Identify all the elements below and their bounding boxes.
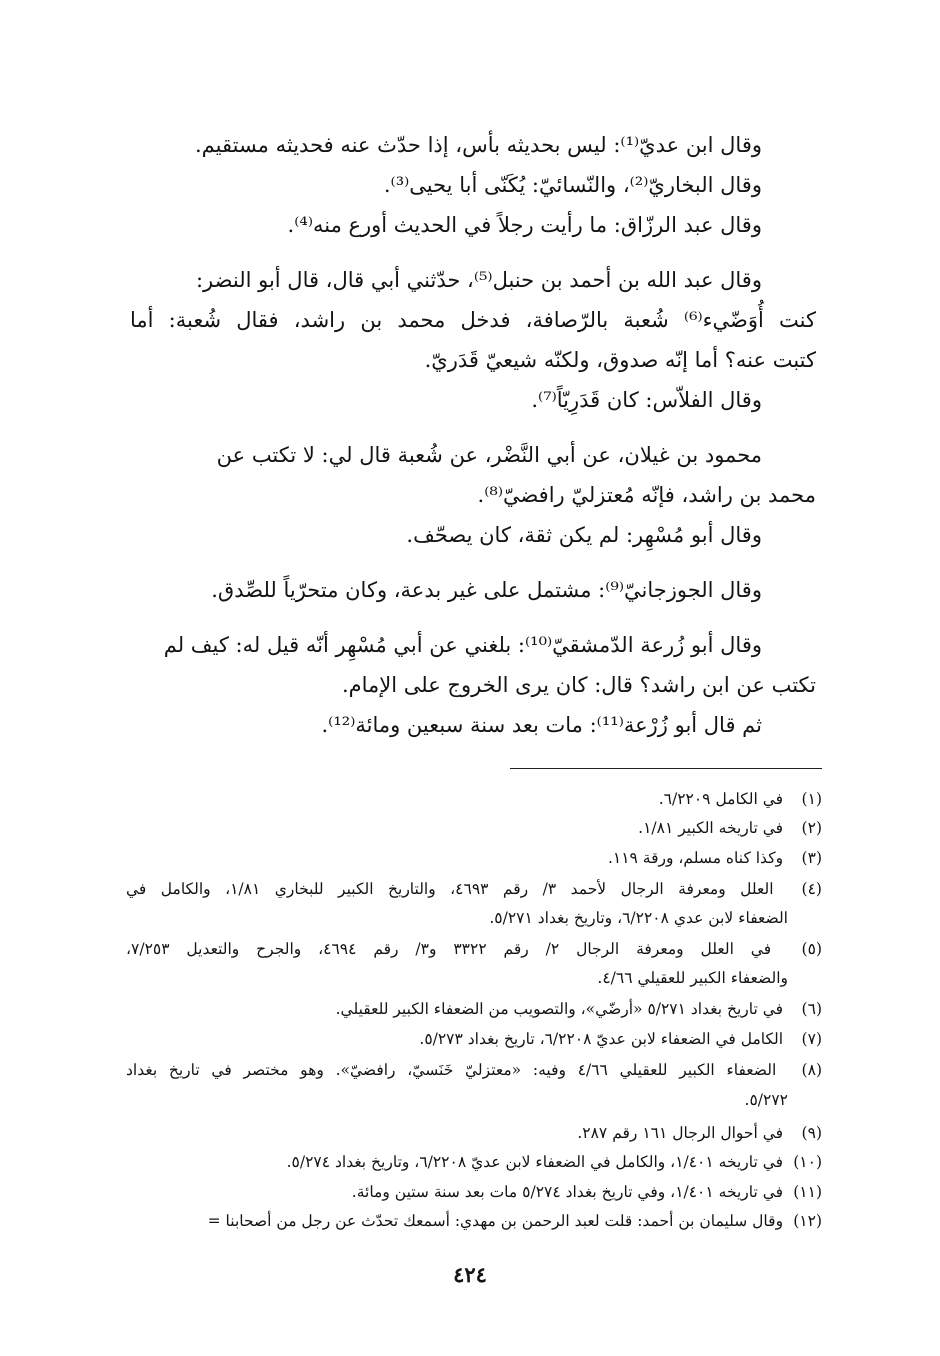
footnote-text: الكامل في الضعفاء لابن عديّ ٦/٢٢٠٨، تاريخ بغداد ٥/٢٧٣.: [419, 1030, 784, 1048]
footnote-text: في الكامل ٦/٢٢٠٩.: [658, 790, 784, 808]
footnote: [126, 1026, 822, 1052]
footnote-text: في تاريخه الكبير ١/٨١.: [638, 819, 784, 837]
footnote-text: في تاريخ بغداد ٥/٢٧١ «أرضّي»، والتصويب من الضعفاء الكبير للعقيلي.: [335, 1000, 784, 1018]
footnote-number: (٩): [801, 1124, 822, 1142]
footnote-number: (١١): [793, 1183, 822, 1201]
footnote-number: (١): [801, 790, 822, 808]
footnote-number: (١٢): [793, 1212, 822, 1230]
body-line: وقال عبد الرزّاق: ما رأيت رجلاً في الحديث أورع منه⁽⁴⁾.: [287, 213, 762, 237]
body-line: وقال الجوزجانيّ⁽⁹⁾: مشتمل على غير بدعة، وكان متحرّياً للصِّدق.: [211, 578, 762, 602]
footnote: [126, 1208, 822, 1234]
footnote: [126, 996, 822, 1022]
footnote-text: في تاريخه ١/٤٠١، والكامل في الضعفاء لابن عديّ ٦/٢٢٠٨، وتاريخ بغداد ٥/٢٧٤.: [286, 1153, 784, 1171]
footnote-text: وكذا كناه مسلم، ورقة ١١٩.: [607, 849, 784, 867]
body-line: وقال البخاريّ⁽²⁾، والنّسائيّ: يُكَنّى أبا يحيى⁽³⁾.: [383, 173, 762, 197]
footnote: [126, 1149, 822, 1175]
footnote-text: في تاريخه ١/٤٠١، وفي تاريخ بغداد ٥/٢٧٤ مات بعد سنة ستين ومائة.: [351, 1183, 784, 1201]
footnote: [126, 1057, 822, 1083]
footnote-number: (٤): [801, 880, 822, 898]
footnote: [126, 1120, 822, 1146]
body-line: محمود بن غيلان، عن أبي النَّضْر، عن شُعبة قال لي: لا تكتب عن: [216, 443, 762, 467]
footnote-continuation: ٥/٢٧٢.: [744, 1091, 788, 1109]
body-line: وقال ابن عديّ⁽¹⁾: ليس بحديثه بأس، إذا حدّث عنه فحديثه مستقيم.: [195, 133, 762, 157]
footnote-number: (٦): [801, 1000, 822, 1018]
footnote: [126, 845, 822, 871]
body-line: كتبت عنه؟ أما إنّه صدوق، ولكنّه شيعيّ قَدَريّ.: [424, 348, 816, 372]
footnote-text: في أحوال الرجال ١٦١ رقم ٢٨٧.: [577, 1124, 784, 1142]
body-line: ثم قال أبو زُرْعة⁽¹¹⁾: مات بعد سنة سبعين ومائة⁽¹²⁾.: [321, 713, 762, 737]
footnote-number: (١٠): [793, 1153, 822, 1171]
footnote-separator: [510, 768, 822, 769]
footnote-continuation: والضعفاء الكبير للعقيلي ٤/٦٦.: [597, 969, 788, 987]
body-line: محمد بن راشد، فإنّه مُعتزليّ رافضيّ⁽⁸⁾.: [477, 483, 816, 507]
footnote-number: (٧): [801, 1030, 822, 1048]
footnote-number: (٨): [801, 1061, 822, 1079]
body-line: وقال أبو زُرعة الدّمشقيّ⁽¹⁰⁾: بلغني عن أبي مُسْهِر أنّه قيل له: كيف لم: [163, 633, 762, 657]
footnote: [126, 815, 822, 841]
footnote-text: الضعفاء الكبير للعقيلي ٤/٦٦ وفيه: «معتزليّ خَنَسيّ، رافضيّ». وهو مختصر في تاريخ بغداد: [126, 1061, 777, 1079]
footnote: [126, 786, 822, 812]
body-line: وقال عبد الله بن أحمد بن حنبل⁽⁵⁾، حدّثني أبي قال، قال أبو النضر:: [195, 268, 762, 292]
body-line: وقال أبو مُسْهِر: لم يكن ثقة، كان يصحّف.: [406, 523, 762, 547]
body-line: وقال الفلاّس: كان قَدَرِيّاً⁽⁷⁾.: [531, 388, 762, 412]
body-line: كنت أُوَضّيء⁽⁶⁾ شُعبة بالرّصافة، فدخل محمد بن راشد، فقال شُعبة: أما: [130, 308, 816, 332]
page-number: ٤٢٤: [453, 1262, 487, 1287]
body-line: تكتب عن ابن راشد؟ قال: كان يرى الخروج على الإمام.: [341, 673, 816, 697]
footnote: [126, 1179, 822, 1205]
footnote-text: العلل ومعرفة الرجال لأحمد ٣/ رقم ٤٦٩٣، والتاريخ الكبير للبخاري ١/٨١، والكامل في: [126, 880, 774, 898]
footnote-continuation: الضعفاء لابن عدي ٦/٢٢٠٨، وتاريخ بغداد ٥/٢٧١.: [489, 909, 788, 927]
footnote-text: وقال سليمان بن أحمد: قلت لعبد الرحمن بن مهدي: أسمعك تحدّث عن رجل من أصحابنا =: [207, 1212, 784, 1230]
footnote-number: (٥): [801, 940, 822, 958]
footnote-number: (٢): [801, 819, 822, 837]
footnote-text: في العلل ومعرفة الرجال ٢/ رقم ٣٣٢٢ و٣/ رقم ٤٦٩٤، والجرح والتعديل ٧/٢٥٣،: [126, 940, 772, 958]
footnote: [126, 876, 822, 902]
footnote-number: (٣): [801, 849, 822, 867]
footnote: [126, 936, 822, 962]
